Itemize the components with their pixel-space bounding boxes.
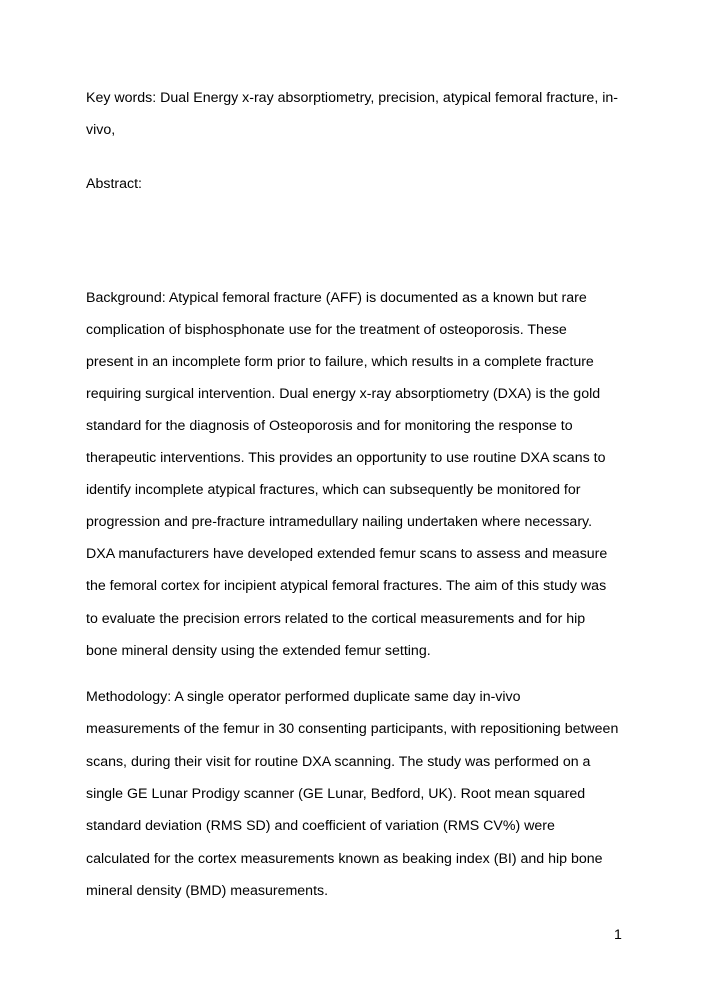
background-line: progression and pre-fracture intramedullary nailing undertaken where necessary. <box>86 514 593 531</box>
background-line: to evaluate the precision errors related to the cortical measurements and for hip <box>86 610 586 627</box>
background-line: Background: Atypical femoral fracture (AFF) is documented as a known but rare <box>86 290 587 306</box>
background-line: present in an incomplete form prior to failure, which results in a complete fracture <box>86 354 594 371</box>
methodology-line: mineral density (BMD) measurements. <box>86 882 329 899</box>
keywords-line: Key words: Dual Energy x-ray absorptiometry, precision, atypical femoral fracture, in- <box>86 90 618 106</box>
methodology-line: scans, during their visit for routine DXA scanning. The study was performed on a <box>86 753 591 770</box>
keywords-line: vivo, <box>86 121 116 138</box>
background-line: complication of bisphosphonate use for the treatment of osteoporosis. These <box>86 322 567 339</box>
methodology-line: calculated for the cortex measurements known as beaking index (BI) and hip bone <box>86 850 603 867</box>
abstract-heading: Abstract: <box>86 176 142 192</box>
methodology-line: standard deviation (RMS SD) and coefficient of variation (RMS CV%) were <box>86 818 555 835</box>
methodology-line: measurements of the femur in 30 consenting participants, with repositioning between <box>86 721 619 738</box>
background-line: therapeutic interventions. This provides an opportunity to use routine DXA scans to <box>86 450 606 467</box>
methodology-line: single GE Lunar Prodigy scanner (GE Lunar, Bedford, UK). Root mean squared <box>86 785 586 802</box>
page-number: 1 <box>614 927 622 943</box>
background-line: requiring surgical intervention. Dual energy x-ray absorptiometry (DXA) is the gold <box>86 386 601 403</box>
background-line: bone mineral density using the extended femur setting. <box>86 642 431 659</box>
background-line: the femoral cortex for incipient atypical femoral fractures. The aim of this study was <box>86 578 607 595</box>
background-line: DXA manufacturers have developed extended femur scans to assess and measure <box>86 546 608 563</box>
background-line: identify incomplete atypical fractures, which can subsequently be monitored for <box>86 482 581 499</box>
methodology-line: Methodology: A single operator performed duplicate same day in-vivo <box>86 689 521 705</box>
background-line: standard for the diagnosis of Osteoporosis and for monitoring the response to <box>86 418 573 435</box>
